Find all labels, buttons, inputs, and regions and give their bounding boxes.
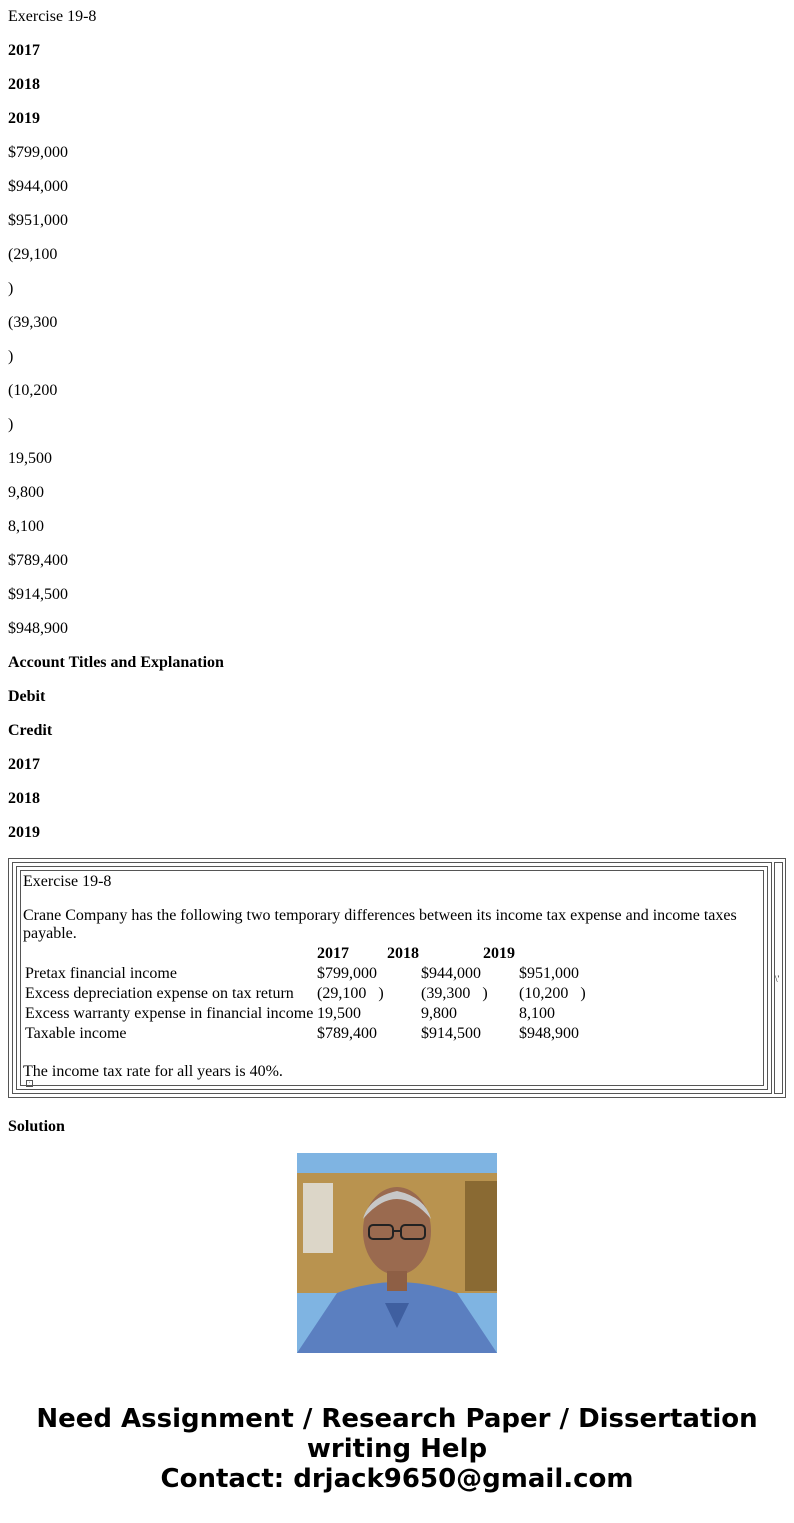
debit-header: Debit [8, 688, 46, 705]
cell-depreciation-2019: (10,200 ) [519, 985, 586, 1002]
tax-rate-note: The income tax rate for all years is 40%. [23, 1063, 283, 1080]
taxable-value-2017: $789,400 [8, 552, 68, 569]
cell-depreciation-2017: (29,100 ) [317, 985, 384, 1002]
scrollbar[interactable] [774, 862, 783, 1094]
warranty-value-2019: 8,100 [8, 518, 44, 535]
row-label-pretax: Pretax financial income [25, 965, 177, 982]
solution-heading-clipped: Solution [8, 1118, 65, 1135]
cell-taxable-2018: $914,500 [421, 1025, 481, 1042]
journal-year-2017: 2017 [8, 756, 40, 773]
journal-year-2019: 2019 [8, 824, 40, 841]
warranty-value-2018: 9,800 [8, 484, 44, 501]
col-header-2019: 2019 [483, 945, 515, 962]
warranty-value-2017: 19,500 [8, 450, 52, 467]
year-label-2017: 2017 [8, 42, 40, 59]
tick-mark-icon: \' [775, 974, 780, 984]
cell-taxable-2017: $789,400 [317, 1025, 377, 1042]
year-label-2018: 2018 [8, 76, 40, 93]
row-label-taxable: Taxable income [25, 1025, 127, 1042]
problem-frame [8, 858, 786, 1098]
depreciation-value-2018: (39,300 [8, 314, 58, 331]
row-label-depreciation: Excess depreciation expense on tax return [25, 985, 294, 1002]
credit-header: Credit [8, 722, 53, 739]
promo-line-1: Need Assignment / Research Paper / Dissertation [36, 1404, 758, 1434]
cell-taxable-2019: $948,900 [519, 1025, 579, 1042]
col-header-2017: 2017 [317, 945, 349, 962]
pretax-value-2019: $951,000 [8, 212, 68, 229]
pretax-value-2017: $799,000 [8, 144, 68, 161]
problem-description-cont: payable. [23, 925, 77, 942]
author-avatar [297, 1153, 497, 1353]
cell-pretax-2019: $951,000 [519, 965, 579, 982]
promo-banner [0, 1404, 794, 1494]
cell-pretax-2018: $944,000 [421, 965, 481, 982]
cell-warranty-2017: 19,500 [317, 1005, 361, 1022]
depreciation-value-2019: (10,200 [8, 382, 58, 399]
cell-warranty-2018: 9,800 [421, 1005, 457, 1022]
promo-line-2: writing Help [306, 1434, 488, 1464]
account-titles-header: Account Titles and Explanation [8, 654, 224, 671]
taxable-value-2019: $948,900 [8, 620, 68, 637]
problem-title: Exercise 19-8 [23, 873, 112, 890]
problem-content-box [20, 870, 764, 1086]
col-header-2018: 2018 [387, 945, 419, 962]
paren-close: ) [8, 416, 14, 433]
expand-handle-icon[interactable]: · [26, 1080, 33, 1087]
exercise-title: Exercise 19-8 [8, 8, 97, 25]
pretax-value-2018: $944,000 [8, 178, 68, 195]
paren-close: ) [8, 348, 14, 365]
row-label-warranty: Excess warranty expense in financial income [25, 1005, 314, 1022]
journal-year-2018: 2018 [8, 790, 40, 807]
problem-frame-inner [12, 862, 772, 1094]
depreciation-value-2017: (29,100 [8, 246, 58, 263]
year-label-2019: 2019 [8, 110, 40, 127]
cell-pretax-2017: $799,000 [317, 965, 377, 982]
problem-frame-inner-2 [16, 866, 768, 1090]
problem-description: Crane Company has the following two temporary differences between its income tax expense and income taxes [23, 907, 737, 924]
cell-warranty-2019: 8,100 [519, 1005, 555, 1022]
taxable-value-2018: $914,500 [8, 586, 68, 603]
paren-close: ) [8, 280, 14, 297]
promo-contact: Contact: drjack9650@gmail.com [160, 1464, 634, 1494]
cell-depreciation-2018: (39,300 ) [421, 985, 488, 1002]
